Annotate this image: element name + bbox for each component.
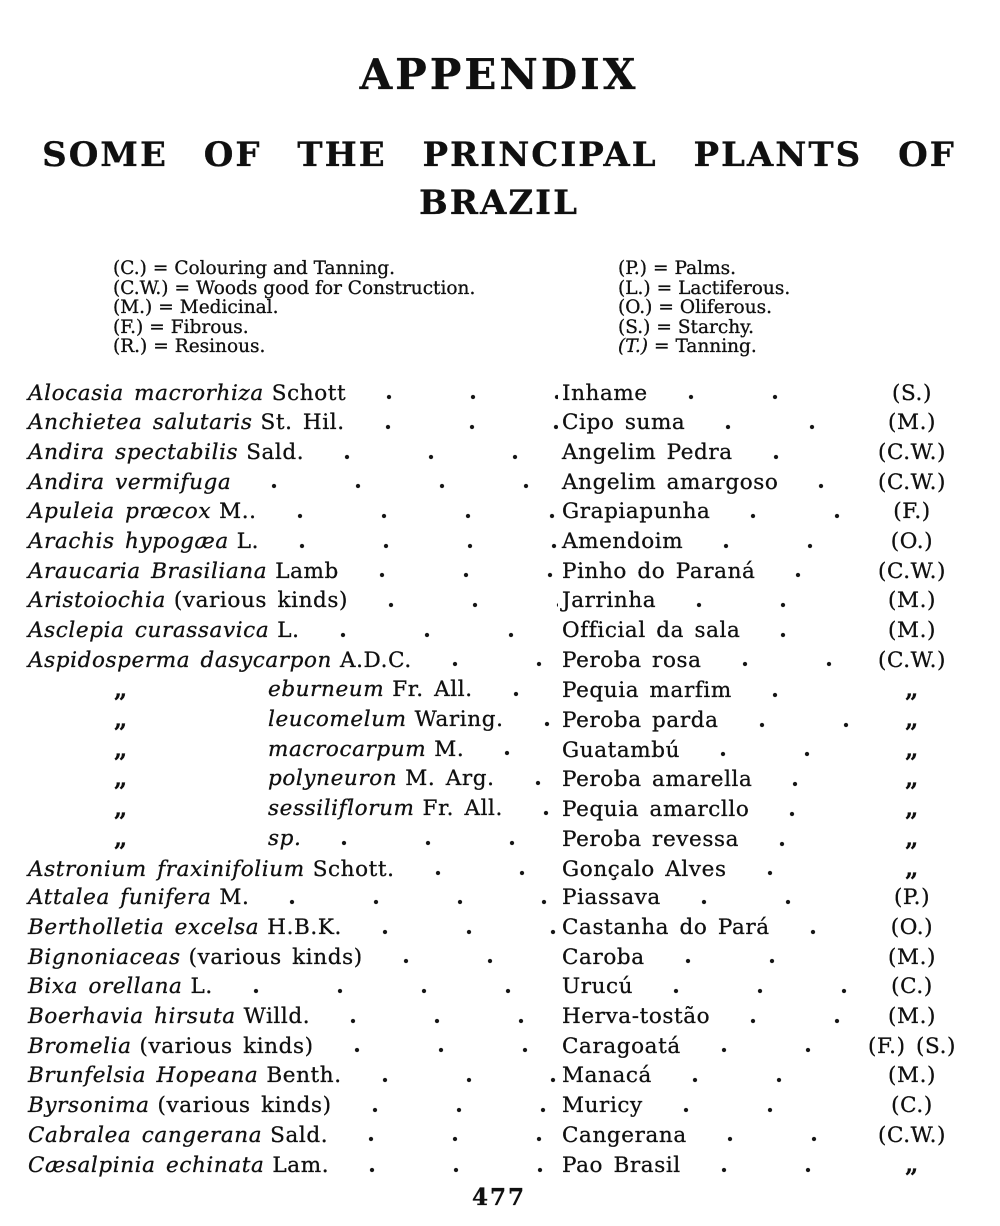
- common-name: Pao Brasil: [562, 1153, 681, 1179]
- common-name: Angelim Pedra: [562, 439, 733, 465]
- plant-row: [28, 913, 970, 943]
- common-name-cell: [562, 468, 854, 498]
- common-name: Caroba: [562, 944, 645, 970]
- latin-name-cell: [28, 497, 562, 527]
- common-name-cell: [562, 1032, 854, 1062]
- legend-meaning: Colouring and Tanning.: [174, 258, 395, 279]
- common-name-cell: [562, 825, 854, 855]
- common-name: Muricy: [562, 1093, 643, 1118]
- common-name: Official da sala: [562, 618, 741, 643]
- classification-code: (M.): [887, 588, 937, 614]
- latin-name-cell: [28, 705, 562, 735]
- latin-name: Attalea funifera: [28, 885, 212, 911]
- classification-code: „: [905, 824, 919, 852]
- equals-sign: =: [149, 316, 165, 338]
- latin-name: Cæsalpinia echinata: [28, 1153, 265, 1179]
- common-name: Inhame: [562, 380, 648, 406]
- classification-code: (M.): [887, 618, 937, 643]
- classification-code: (F.): [893, 499, 931, 525]
- common-name: Gonçalo Alves: [562, 856, 727, 882]
- common-name: Cipo suma: [562, 410, 686, 436]
- subtitle-line-1: SOME OF THE PRINCIPAL PLANTS OF: [42, 135, 956, 175]
- classification-code: (C.W.): [877, 469, 947, 495]
- legend-abbreviation: (L.): [618, 277, 651, 299]
- latin-name: Andira spectabilis: [28, 439, 239, 465]
- latin-name: Bromelia: [28, 1033, 132, 1059]
- dot-leader: [752, 765, 850, 795]
- dot-leader: [656, 586, 850, 616]
- legend-item: [113, 279, 618, 299]
- dot-leader: [249, 883, 558, 913]
- dot-leader: [681, 1032, 850, 1062]
- ditto-mark: „: [114, 735, 128, 763]
- latin-name-cell: [28, 735, 562, 765]
- classification-code: „: [905, 854, 919, 882]
- plant-row: [28, 735, 970, 765]
- common-name: Pequia marfim: [562, 678, 732, 704]
- equals-sign: =: [658, 297, 674, 318]
- common-name: Peroba revessa: [562, 826, 740, 852]
- dot-leader: [719, 706, 850, 736]
- latin-name: Cabralea cangerana: [28, 1122, 263, 1148]
- equals-sign: =: [152, 258, 169, 279]
- latin-name: Asclepia curassavica: [28, 618, 270, 643]
- latin-name-cell: [28, 1091, 562, 1121]
- dot-leader: [395, 855, 558, 885]
- legend-meaning: Oliferous.: [679, 297, 772, 318]
- legend-abbreviation: (S.): [618, 316, 651, 338]
- common-name-cell: [562, 913, 854, 943]
- legend-meaning: Lactiferous.: [678, 277, 791, 299]
- dot-leader: [412, 646, 558, 676]
- dot-leader: [732, 676, 850, 706]
- legend-abbreviation: (F.): [113, 316, 144, 338]
- author-abbreviation: Sald.: [270, 1122, 329, 1148]
- classification-code: (M.): [887, 1063, 937, 1089]
- equals-sign: =: [656, 277, 673, 299]
- classification-code: „: [905, 795, 919, 823]
- legend-abbreviation: (M.): [113, 297, 153, 318]
- classification-code: (C.): [891, 1093, 933, 1118]
- legend-abbreviation: (C.W.): [113, 277, 169, 299]
- classification-code: (M.): [887, 410, 937, 436]
- dot-leader: [652, 1061, 850, 1091]
- latin-name-cell: [28, 586, 562, 616]
- classification-code: (O.): [890, 914, 934, 940]
- author-abbreviation: L.: [277, 618, 300, 643]
- legend-item: [618, 337, 790, 357]
- latin-name-cell: [28, 527, 562, 557]
- dot-leader: [300, 616, 558, 646]
- common-name: Peroba parda: [562, 708, 719, 734]
- classification-code: „: [905, 765, 919, 793]
- dot-leader: [495, 764, 558, 794]
- latin-name: Arachis hypogæa: [28, 528, 229, 554]
- dot-leader: [346, 379, 558, 409]
- common-name-cell: [562, 795, 854, 825]
- common-name: Urucú: [562, 974, 634, 1000]
- dot-leader: [329, 1151, 558, 1181]
- dot-leader: [332, 1091, 558, 1121]
- classification-code: (C.W.): [877, 1122, 947, 1148]
- plant-row: [28, 1002, 970, 1032]
- author-abbreviation: A.D.C.: [340, 647, 412, 673]
- latin-name-cell: [28, 1151, 562, 1181]
- common-name-cell: [562, 972, 854, 1002]
- latin-name-cell: [28, 438, 562, 468]
- dot-leader: [727, 855, 850, 885]
- legend-meaning: Starchy.: [677, 316, 754, 338]
- dot-leader: [685, 408, 850, 438]
- legend-item: [618, 318, 790, 338]
- legend-abbreviation: (C.): [113, 258, 147, 279]
- dot-leader: [661, 883, 850, 913]
- common-name-cell: [562, 438, 854, 468]
- latin-name-cell: [28, 616, 562, 646]
- plant-row: [28, 1121, 970, 1151]
- classification-code: (M.): [887, 1003, 937, 1029]
- latin-name: Araucaria Brasiliana: [28, 558, 268, 584]
- latin-name: sessiliflorum: [268, 796, 415, 822]
- common-name: Guatambú: [562, 737, 681, 763]
- dot-leader: [710, 1002, 850, 1032]
- author-abbreviation: M..: [219, 499, 257, 525]
- latin-name-cell: [28, 824, 562, 854]
- common-name-cell: [562, 527, 854, 557]
- latin-name: Aspidosperma dasycarpon: [28, 647, 332, 673]
- author-abbreviation: Sald.: [246, 439, 305, 465]
- plant-row: [28, 794, 970, 824]
- equals-sign: =: [153, 336, 169, 357]
- common-name: Peroba rosa: [562, 647, 702, 673]
- common-name-cell: [562, 736, 854, 766]
- latin-name: Boerhavia hirsuta: [28, 1003, 236, 1029]
- author-abbreviation: (various kinds): [173, 588, 349, 614]
- dot-leader: [257, 497, 558, 527]
- legend-abbreviation: (T.): [618, 336, 648, 357]
- author-abbreviation: Fr. All.: [392, 677, 473, 703]
- author-abbreviation: Waring.: [414, 707, 504, 733]
- dot-leader: [231, 468, 558, 498]
- plant-row: [28, 497, 970, 527]
- dot-leader: [342, 1061, 558, 1091]
- author-abbreviation: H.B.K.: [267, 914, 342, 940]
- author-abbreviation: Lamb: [275, 558, 339, 584]
- common-name-cell: [562, 586, 854, 616]
- legend-meaning: Palms.: [674, 258, 737, 279]
- common-name: Angelim amargoso: [562, 469, 779, 495]
- author-abbreviation: Schott: [271, 380, 347, 406]
- legend-item: [618, 298, 790, 318]
- plant-row: [28, 824, 970, 854]
- legend-abbreviation: (P.): [618, 258, 648, 279]
- latin-name: Brunfelsia Hopeana: [28, 1063, 259, 1089]
- dot-leader: [213, 972, 558, 1002]
- ditto-mark: „: [114, 795, 128, 823]
- classification-code: (P.): [893, 885, 931, 911]
- plant-row: [28, 438, 970, 468]
- dot-leader: [363, 943, 558, 973]
- author-abbreviation: Fr. All.: [422, 796, 503, 822]
- dot-leader: [339, 557, 558, 587]
- classification-code: „: [905, 1151, 919, 1179]
- author-abbreviation: (various kinds): [139, 1033, 314, 1059]
- latin-name: polyneuron: [268, 766, 398, 792]
- latin-name-cell: [28, 1032, 562, 1062]
- latin-name-cell: [28, 1061, 562, 1091]
- author-abbreviation: L.: [236, 528, 260, 554]
- common-name-cell: [562, 1002, 854, 1032]
- dot-leader: [739, 825, 850, 855]
- dot-leader: [633, 972, 850, 1002]
- dot-leader: [648, 379, 850, 409]
- common-name-cell: [562, 1151, 854, 1181]
- page-subtitle: [28, 131, 970, 227]
- latin-name: Alocasia macrorhiza: [28, 380, 264, 406]
- latin-name: macrocarpum: [268, 736, 427, 762]
- author-abbreviation: Lam.: [272, 1153, 330, 1179]
- dot-leader: [348, 586, 558, 616]
- latin-name-cell: [28, 764, 562, 794]
- plant-row: [28, 1032, 970, 1062]
- page-number: 477: [471, 1184, 526, 1212]
- common-name: Caragoatá: [562, 1033, 681, 1059]
- common-name-cell: [562, 379, 854, 409]
- common-name-cell: [562, 1091, 854, 1121]
- legend-meaning: Fibrous.: [170, 316, 249, 338]
- common-name: Pinho do Paraná: [562, 558, 756, 584]
- dot-leader: [733, 438, 850, 468]
- common-name: Cangerana: [562, 1122, 687, 1148]
- plant-row: [28, 764, 970, 794]
- classification-code: (S.): [892, 380, 932, 406]
- dot-leader: [740, 616, 850, 646]
- common-name-cell: [562, 557, 854, 587]
- latin-name-cell: [28, 646, 562, 676]
- dot-leader: [683, 527, 850, 557]
- author-abbreviation: St. Hil.: [260, 410, 345, 436]
- plant-row: [28, 1091, 970, 1121]
- plant-row: [28, 379, 970, 409]
- classification-code: „: [905, 676, 919, 704]
- dot-leader: [310, 1002, 558, 1032]
- latin-name-cell: [28, 943, 562, 973]
- ditto-mark: „: [114, 824, 128, 852]
- latin-name: Andira vermifuga: [28, 469, 232, 495]
- latin-name: Bixa orellana: [28, 974, 183, 1000]
- legend-item: [113, 259, 618, 279]
- latin-name: Byrsonima: [28, 1093, 150, 1118]
- common-name-cell: [562, 1121, 854, 1151]
- common-name-cell: [562, 408, 854, 438]
- equals-sign: =: [653, 258, 669, 279]
- dot-leader: [328, 1121, 558, 1151]
- author-abbreviation: (various kinds): [188, 944, 363, 970]
- legend-column-right: [618, 259, 790, 357]
- plant-list: [28, 379, 970, 1181]
- common-name: Amendoim: [562, 528, 684, 554]
- author-abbreviation: M.: [434, 736, 465, 762]
- legend-item: [113, 318, 618, 338]
- legend-meaning: Medicinal.: [179, 297, 279, 318]
- dot-leader: [503, 794, 558, 824]
- plant-row: [28, 1150, 970, 1180]
- equals-sign: =: [656, 316, 672, 338]
- classification-code: (C.W.): [877, 647, 947, 673]
- common-name: Castanha do Pará: [562, 914, 770, 940]
- latin-name: sp.: [268, 825, 302, 851]
- plant-row: [28, 557, 970, 587]
- dot-leader: [314, 1032, 558, 1062]
- dot-leader: [464, 735, 558, 765]
- legend-item: [618, 279, 790, 299]
- dot-leader: [749, 795, 850, 825]
- dot-leader: [301, 824, 558, 854]
- ditto-mark: „: [114, 765, 128, 793]
- common-name-cell: [562, 676, 854, 706]
- equals-sign: =: [653, 336, 670, 357]
- common-name: Peroba amarella: [562, 767, 753, 793]
- latin-name-cell: [28, 408, 562, 438]
- common-name: Grapiapunha: [562, 499, 711, 525]
- dot-leader: [473, 675, 558, 705]
- latin-name-cell: [28, 468, 562, 498]
- author-abbreviation: M. Arg.: [405, 766, 495, 792]
- latin-name-cell: [28, 855, 562, 885]
- plant-row: [28, 675, 970, 705]
- common-name: Pequia amarcllo: [562, 797, 750, 823]
- legend-item: [113, 298, 618, 318]
- legend-abbreviation: (R.): [113, 336, 148, 357]
- common-name: Jarrinha: [562, 588, 657, 614]
- legend-column-left: [113, 259, 618, 357]
- classification-code: „: [905, 735, 919, 763]
- plant-row: [28, 883, 970, 913]
- common-name-cell: [562, 855, 854, 885]
- dot-leader: [342, 913, 558, 943]
- latin-name: Anchietea salutaris: [28, 410, 253, 436]
- author-abbreviation: Willd.: [243, 1003, 311, 1029]
- dot-leader: [645, 943, 850, 973]
- dot-leader: [680, 736, 850, 766]
- plant-row: [28, 1061, 970, 1091]
- dot-leader: [770, 913, 850, 943]
- dot-leader: [710, 497, 850, 527]
- latin-name-cell: [28, 557, 562, 587]
- plant-row: [28, 854, 970, 884]
- author-abbreviation: (various kinds): [157, 1093, 332, 1118]
- latin-name-cell: [28, 972, 562, 1002]
- dot-leader: [778, 468, 850, 498]
- plant-row: [28, 468, 970, 498]
- plant-row: [28, 586, 970, 616]
- author-abbreviation: M.: [219, 885, 250, 911]
- latin-name-cell: [28, 794, 562, 824]
- common-name-cell: [562, 1061, 854, 1091]
- classification-code: (C.): [891, 974, 933, 1000]
- author-abbreviation: L.: [190, 974, 213, 1000]
- common-name-cell: [562, 646, 854, 676]
- classification-code: (C.W.): [877, 439, 947, 465]
- latin-name: Aristoiochia: [28, 588, 166, 614]
- latin-name-cell: [28, 379, 562, 409]
- plant-row: [28, 616, 970, 646]
- ditto-mark: „: [114, 676, 128, 704]
- dot-leader: [755, 557, 850, 587]
- ditto-mark: „: [114, 706, 128, 734]
- plant-row: [28, 705, 970, 735]
- common-name-cell: [562, 765, 854, 795]
- common-name: Manacá: [562, 1063, 652, 1089]
- latin-name: Bertholletia excelsa: [28, 914, 260, 940]
- author-abbreviation: Schott.: [312, 856, 395, 882]
- author-abbreviation: Benth.: [266, 1063, 342, 1089]
- equals-sign: =: [158, 297, 174, 318]
- legend-meaning: Resinous.: [174, 336, 266, 357]
- latin-name-cell: [28, 1121, 562, 1151]
- latin-name: Apuleia prœcox: [28, 499, 212, 525]
- plant-row: [28, 646, 970, 676]
- latin-name-cell: [28, 913, 562, 943]
- common-name: Piassava: [562, 885, 661, 911]
- dot-leader: [504, 705, 558, 735]
- subtitle-line-2: BRAZIL: [418, 183, 579, 223]
- latin-name: leucomelum: [268, 707, 407, 733]
- latin-name-cell: [28, 883, 562, 913]
- legend-item: [113, 337, 618, 357]
- dot-leader: [259, 527, 558, 557]
- equals-sign: =: [174, 277, 190, 299]
- dot-leader: [345, 408, 558, 438]
- dot-leader: [687, 1121, 850, 1151]
- common-name-cell: [562, 943, 854, 973]
- legend-abbreviation: (O.): [618, 297, 653, 318]
- classification-code: (M.): [887, 944, 937, 970]
- classification-code: „: [905, 706, 919, 734]
- classification-code: (O.): [890, 528, 934, 554]
- legend-meaning: Tanning.: [675, 336, 757, 357]
- legend-meaning: Woods good for Construction.: [196, 277, 476, 299]
- plant-row: [28, 943, 970, 973]
- common-name-cell: [562, 616, 854, 646]
- dot-leader: [681, 1151, 850, 1181]
- legend-item: [618, 259, 790, 279]
- common-name-cell: [562, 883, 854, 913]
- dot-leader: [643, 1091, 850, 1121]
- classification-code: (F.) (S.): [868, 1033, 956, 1059]
- latin-name: Astronium fraxinifolium: [28, 856, 305, 882]
- plant-row: [28, 527, 970, 557]
- latin-name-cell: [28, 675, 562, 705]
- plant-row: [28, 408, 970, 438]
- latin-name: eburneum: [268, 677, 385, 703]
- dot-leader: [304, 438, 558, 468]
- latin-name: Bignoniaceas: [28, 944, 181, 970]
- page-title: APPENDIX: [359, 50, 639, 99]
- abbreviation-legend: [113, 259, 970, 357]
- plant-row: [28, 972, 970, 1002]
- common-name-cell: [562, 706, 854, 736]
- latin-name-cell: [28, 1002, 562, 1032]
- classification-code: (C.W.): [877, 558, 947, 584]
- common-name: Herva-tostão: [562, 1003, 711, 1029]
- dot-leader: [702, 646, 850, 676]
- common-name-cell: [562, 497, 854, 527]
